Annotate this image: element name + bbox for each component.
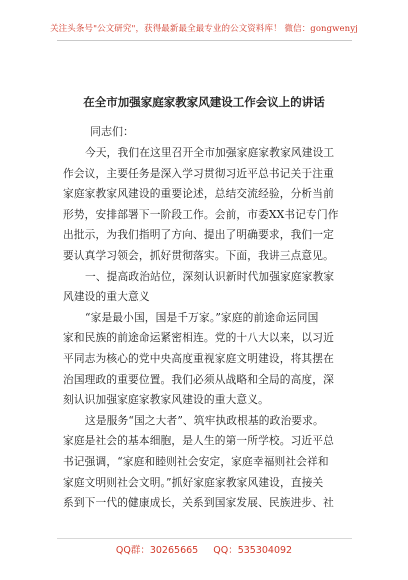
paragraph-line: 家庭是社会的基本细胞，是人生的第一所学校。习近平总 [63, 434, 334, 448]
salutation: 同志们： [90, 125, 134, 138]
paragraph-line: 家庭文明则社会文明。”抓好家庭家教家风建设，直接关 [63, 475, 324, 489]
footer-qq-group: QQ群：30265665 [115, 545, 199, 556]
footer [0, 542, 408, 556]
paragraph-line: 治国理政的重要位置。我们必须从战略和全局的高度，深 [63, 372, 334, 386]
section-heading-line: 一、提高政治站位，深刻认识新时代加强家庭家教家 [85, 269, 335, 283]
document-title: 在全市加强家庭家教家风建设工作会议上的讲话 [83, 95, 325, 109]
paragraph-line: 出批示，为我们指明了方向、提出了明确要求，我们一定 [63, 228, 334, 242]
footer-qq: QQ：535304092 [213, 545, 293, 556]
paragraph-line: 这是服务“国之大者”、筑牢执政根基的政治要求。 [85, 413, 324, 427]
header-divider [57, 40, 352, 41]
section-heading-line: 风建设的重大意义 [63, 290, 150, 304]
paragraph-line: 刻认识加强家庭家教家风建设的重大意义。 [63, 393, 269, 407]
paragraph-line: 平同志为核心的党中央高度重视家庭文明建设，将其摆在 [63, 351, 334, 365]
paragraph-line: 作会议，主要任务是深入学习贯彻习近平总书记关于注重 [63, 166, 334, 180]
paragraph-line: “家是最小国，国是千万家。”家庭的前途命运同国 [85, 310, 319, 324]
footer-divider [57, 538, 352, 539]
paragraph-line: 今天，我们在这里召开全市加强家庭家教家风建设工 [85, 146, 335, 159]
document-body [63, 143, 353, 514]
paragraph-line: 系到下一代的健康成长，关系到国家发展、民族进步、社 [63, 496, 334, 510]
paragraph-line: 形势，安排部署下一阶段工作。会前，市委XX书记专门作 [63, 207, 339, 221]
paragraph-line: 书记强调，“家庭和睦则社会安定，家庭幸福则社会祥和 [63, 454, 329, 468]
paragraph-line: 要认真学习领会，抓好贯彻落实。下面，我讲三点意见。 [63, 248, 334, 262]
paragraph-line: 家庭家教家风建设的重要论述，总结交流经验，分析当前 [63, 187, 334, 201]
header-banner: 关注头条号"公文研究"，获得最新最全最专业的公文资料库！ 微信：gongwenyj [50, 24, 358, 34]
paragraph-line: 家和民族的前途命运紧密相连。党的十八大以来，以习近 [63, 331, 334, 345]
